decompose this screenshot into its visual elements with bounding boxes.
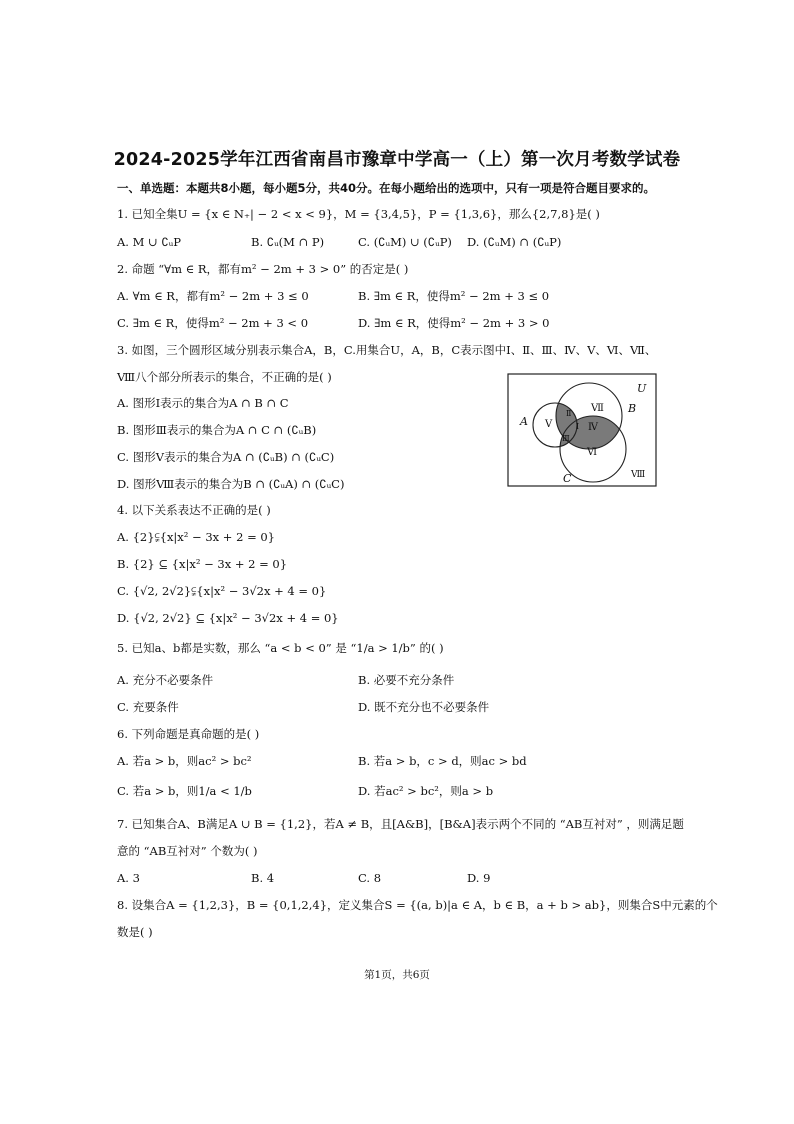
q5-option-d: D. 既不充分也不必要条件 <box>358 700 490 714</box>
q3-option-b: B. 图形Ⅲ表示的集合为A ∩ C ∩ (∁ᵤB) <box>117 423 317 437</box>
q6-option-b: B. 若a > b，c > d，则ac > bd <box>358 754 527 768</box>
label-u: U <box>637 382 647 395</box>
q8-stem-line1: 8. 设集合A = {1,2,3}，B = {0,1,2,4}，定义集合S = {(a, b)|a ∈ A，b ∈ B，a + b > ab}，则集合S中元素的个 <box>117 898 718 912</box>
region-1: Ⅰ <box>576 422 580 431</box>
q6-option-c: C. 若a > b，则1/a < 1/b <box>117 784 252 798</box>
q6-stem: 6. 下列命题是真命题的是( ) <box>117 727 260 741</box>
region-4: Ⅳ <box>588 422 598 433</box>
q1-option-a: A. M ∪ ∁ᵤP <box>117 235 181 249</box>
q4-option-c: C. {√2, 2√2}⫋{x|x² − 3√2x + 4 = 0} <box>117 584 327 598</box>
q8-stem-line2: 数是( ) <box>117 925 153 939</box>
region-8: Ⅷ <box>631 470 646 480</box>
region-6: Ⅵ <box>587 447 598 458</box>
q1-stem: 1. 已知全集U = {x ∈ N₊| − 2 < x < 9}，M = {3,4,5}，P = {1,3,6}，那么{2,7,8}是( ) <box>117 207 600 221</box>
q2-option-a: A. ∀m ∈ R，都有m² − 2m + 3 ≤ 0 <box>117 289 309 303</box>
q5-option-b: B. 必要不充分条件 <box>358 673 455 687</box>
q7-option-a: A. 3 <box>117 871 140 885</box>
q3-option-a: A. 图形Ⅰ表示的集合为A ∩ B ∩ C <box>117 396 289 410</box>
region-7: Ⅶ <box>591 403 604 414</box>
q1-option-d: D. (∁ᵤM) ∩ (∁ᵤP) <box>467 235 562 249</box>
q2-option-d: D. ∃m ∈ R，使得m² − 2m + 3 > 0 <box>358 316 550 330</box>
q7-stem-line2: 意的 “AB互衬对” 个数为( ) <box>117 844 258 858</box>
q3-stem-line2: Ⅷ八个部分所表示的集合，不正确的是( ) <box>117 370 332 384</box>
q5-option-a: A. 充分不必要条件 <box>117 673 214 687</box>
q3-option-d: D. 图形Ⅷ表示的集合为B ∩ (∁ᵤA) ∩ (∁ᵤC) <box>117 477 345 491</box>
q4-option-a: A. {2}⫋{x|x² − 3x + 2 = 0} <box>117 530 275 544</box>
q3-stem-line1: 3. 如图，三个圆形区域分别表示集合A，B，C.用集合U，A，B，C表示图中Ⅰ、Ⅱ、Ⅲ、Ⅳ、Ⅴ、Ⅵ、Ⅶ、 <box>117 343 657 357</box>
q4-option-d: D. {√2, 2√2} ⊆ {x|x² − 3√2x + 4 = 0} <box>117 611 339 625</box>
q5-option-c: C. 充要条件 <box>117 700 179 714</box>
section-header: 一、单选题：本题共8小题，每小题5分，共40分。在每小题给出的选项中，只有一项是符合题目要求的。 <box>117 181 656 195</box>
q6-option-d: D. 若ac² > bc²，则a > b <box>358 784 494 798</box>
label-b: B <box>628 402 637 415</box>
q2-option-c: C. ∃m ∈ R，使得m² − 2m + 3 < 0 <box>117 316 309 330</box>
q7-option-b: B. 4 <box>251 871 275 885</box>
q2-stem: 2. 命题 “∀m ∈ R，都有m² − 2m + 3 > 0” 的否定是( ) <box>117 262 409 276</box>
q7-option-d: D. 9 <box>467 871 491 885</box>
page-footer: 第1页，共6页 <box>364 969 430 981</box>
region-5: Ⅴ <box>545 419 553 430</box>
q1-option-b: B. ∁ᵤ(M ∩ P) <box>251 235 325 249</box>
q4-stem: 4. 以下关系表达不正确的是( ) <box>117 503 271 517</box>
region-3: Ⅲ <box>562 434 570 443</box>
q7-option-c: C. 8 <box>358 871 382 885</box>
venn-diagram <box>507 373 657 487</box>
label-c: C <box>563 472 572 485</box>
q7-stem-line1: 7. 已知集合A、B满足A ∪ B = {1,2}，若A ≠ B，且[A&B]，[B&A]表示两个不同的 “AB互衬对” ，则满足题 <box>117 817 684 831</box>
q3-option-c: C. 图形Ⅴ表示的集合为A ∩ (∁ᵤB) ∩ (∁ᵤC) <box>117 450 335 464</box>
q4-option-b: B. {2} ⊆ {x|x² − 3x + 2 = 0} <box>117 557 288 571</box>
label-a: A <box>520 415 528 428</box>
q2-option-b: B. ∃m ∈ R，使得m² − 2m + 3 ≤ 0 <box>358 289 550 303</box>
q6-option-a: A. 若a > b，则ac² > bc² <box>117 754 252 768</box>
region-2: Ⅱ <box>566 409 572 418</box>
q5-stem: 5. 已知a、b都是实数，那么 “a < b < 0” 是 “1/a > 1/b” 的( ) <box>117 641 444 655</box>
q1-option-c: C. (∁ᵤM) ∪ (∁ᵤP) <box>358 235 452 249</box>
page-title: 2024-2025学年江西省南昌市豫章中学高一（上）第一次月考数学试卷 <box>113 150 681 170</box>
